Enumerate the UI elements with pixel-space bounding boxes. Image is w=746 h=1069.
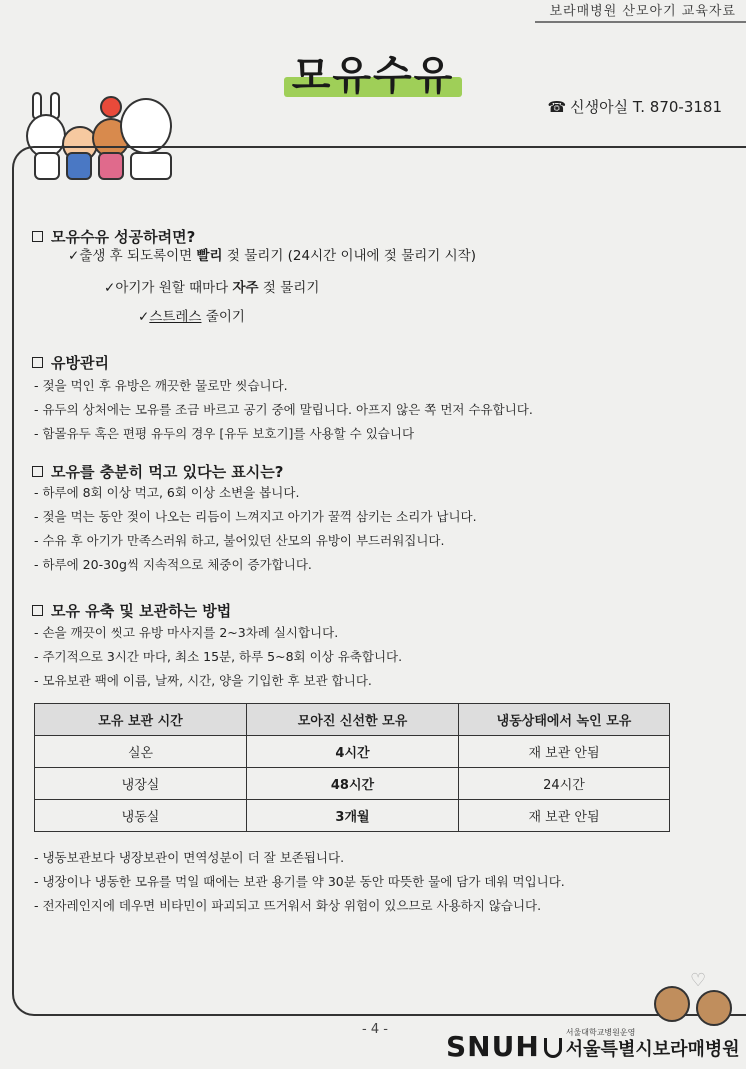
breast-care-list [34, 374, 533, 446]
list-item: - 함몰유두 혹은 편평 유두의 경우 [유두 보호기]를 사용할 수 있습니다 [34, 426, 415, 441]
table-cell: 냉장실 [35, 768, 247, 800]
header-tag: 보라매병원 산모아기 교육자료 [535, 0, 746, 23]
hospital-name: 서울특별시보라매병원 [565, 1039, 740, 1060]
list-item: - 모유보관 팩에 이름, 날짜, 시간, 양을 기입한 후 보관 합니다. [34, 673, 372, 688]
table-header-cell: 모아진 신선한 모유 [247, 704, 459, 736]
table-cell: 4시간 [247, 736, 459, 768]
list-item: - 냉장이나 냉동한 모유를 먹일 때에는 보관 용기를 약 30분 동안 따뜻한 물에 담가 데워 먹입니다. [34, 874, 565, 889]
list-item: - 젖을 먹인 후 유방은 깨끗한 물로만 씻습니다. [34, 378, 288, 393]
section-title-pumping: 모유 유축 및 보관하는 방법 [32, 600, 231, 621]
table-header-cell: 냉동상태에서 녹인 모유 [459, 704, 670, 736]
section-title-signs: 모유를 충분히 먹고 있다는 표시는? [32, 461, 283, 482]
list-item: - 젖을 먹는 동안 젖이 나오는 리듬이 느껴지고 아기가 꿀꺽 삼키는 소리가 납니다. [34, 509, 477, 524]
flower-mascot [100, 96, 122, 118]
list-item: - 전자레인지에 데우면 비타민이 파괴되고 뜨거워서 화상 위험이 있으므로 사용하지 않습니다. [34, 898, 542, 913]
contact-text: 신생아실 T. 870-3181 [570, 98, 722, 116]
list-item: - 수유 후 아기가 만족스러워 하고, 불어있던 산모의 유방이 부드러워집니다. [34, 533, 445, 548]
list-item: - 하루에 8회 이상 먹고, 6회 이상 소변을 봅니다. [34, 485, 300, 500]
phone-icon: ☎ [547, 98, 567, 116]
table-cell: 24시간 [459, 768, 670, 800]
bear-mascot [696, 990, 732, 1026]
section-title-success: 모유수유 성공하려면? [32, 226, 195, 247]
page-number: - 4 - [362, 1022, 388, 1037]
table-header-row [35, 704, 670, 736]
table-cell: 실온 [35, 736, 247, 768]
table-cell: 3개월 [247, 800, 459, 832]
checkbox-bullet-icon [32, 605, 43, 616]
checkmark-icon: ✓ [104, 280, 116, 296]
storage-notes [34, 846, 565, 918]
list-item: - 유두의 상처에는 모유를 조금 바르고 공기 중에 말립니다. 아프지 않은 쪽 먼저 수유합니다. [34, 402, 533, 417]
success-item-3: ✓스트레스 줄이기 [138, 309, 245, 325]
snuh-emblem-icon [544, 1038, 562, 1058]
list-item: - 냉동보관보다 냉장보관이 면역성분이 더 잘 보존됩니다. [34, 850, 345, 865]
heart-icon: ♡ [690, 970, 707, 991]
checkmark-icon: ✓ [68, 248, 80, 264]
table-cell: 재 보관 안됨 [459, 736, 670, 768]
pumping-list [34, 621, 402, 693]
checkbox-bullet-icon [32, 466, 43, 477]
hospital-subtitle: 서울대학교병원운영 [565, 1028, 636, 1037]
table-cell: 냉동실 [35, 800, 247, 832]
table-header-cell: 모유 보관 시간 [35, 704, 247, 736]
list-item: - 주기적으로 3시간 마다, 최소 15분, 하루 5~8회 이상 유축합니다. [34, 649, 403, 664]
storage-table [34, 703, 670, 832]
bear-mascot [654, 986, 690, 1022]
hospital-name-block [566, 1028, 740, 1062]
success-item-2: ✓아기가 원할 때마다 자주 젖 물리기 [104, 280, 320, 296]
list-item: - 하루에 20-30g씩 지속적으로 체중이 증가합니다. [34, 557, 312, 572]
table-row [35, 768, 670, 800]
snuh-wordmark: SNUH [446, 1030, 540, 1063]
checkbox-bullet-icon [32, 231, 43, 242]
signs-list [34, 481, 477, 577]
section-title-breast-care: 유방관리 [32, 352, 109, 373]
table-row [35, 800, 670, 832]
success-item-1: ✓출생 후 되도록이면 빨리 젖 물리기 (24시간 이내에 젖 물리기 시작) [68, 248, 476, 264]
table-row [35, 736, 670, 768]
list-item: - 손을 깨끗이 씻고 유방 마사지를 2~3차례 실시합니다. [34, 625, 339, 640]
table-cell: 재 보관 안됨 [459, 800, 670, 832]
table-cell: 48시간 [247, 768, 459, 800]
footer-mascot-illustration [650, 972, 740, 1032]
contact-info [547, 96, 722, 117]
page-title: 모유수유 [286, 44, 461, 101]
checkmark-icon: ✓ [138, 309, 150, 325]
hospital-logo [446, 1028, 740, 1062]
checkbox-bullet-icon [32, 357, 43, 368]
